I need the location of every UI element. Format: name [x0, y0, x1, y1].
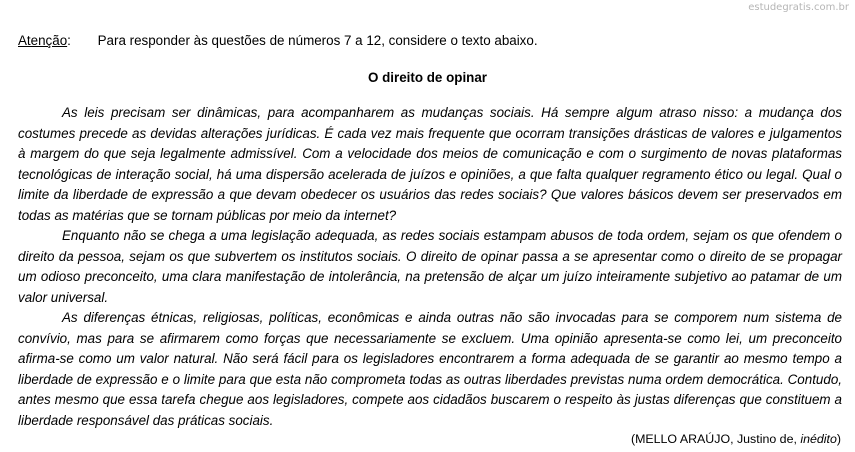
- source-citation: [631, 432, 841, 446]
- attention-label: Atenção: [18, 33, 68, 48]
- text-body: [18, 103, 842, 431]
- text-title: O direito de opinar: [367, 70, 488, 85]
- attention-colon: :: [67, 33, 71, 48]
- paragraph-1: As leis precisam ser dinâmicas, para acompanharem as mudanças sociais. Há sempre algum atraso nisso: a mudança dos costumes precede as devidas alterações jurídicas. É cada vez mais frequente que ocorram transições drásticas de valores e julgamentos à margem do que seja legalmente admissível. Com a velocidade dos meios de comunicação e com o surgimento de novas plataformas tecnológicas de interação social, há uma dispersão acelerada de juízos e opiniões, a que falta qualquer regramento ético ou legal. Qual o limite da liberdade de expressão a que devam obedecer os usuários das redes sociais? Que valores básicos devem ser preservados em todas as matérias que se tornam públicas por meio da internet?: [18, 105, 842, 223]
- paragraph-3: As diferenças étnicas, religiosas, políticas, econômicas e ainda outras não são invocadas para se comporem num sistema de convívio, mas para se afirmarem como forças que necessariamente se excluem. Uma opinião apresenta-se como lei, um preconceito afirma-se como um valor natural. Não será fácil para os legisladores encontrarem a forma adequada de se garantir ao mesmo tempo a liberdade de expressão e o limite para que esta não comprometa todas as outras liberdades previstas numa ordem democrática. Contudo, antes mesmo que essa tarefa chegue aos legisladores, compete aos cidadãos buscarem o respeito às justas diferenças que constituem a liberdade responsável das práticas sociais.: [18, 310, 842, 428]
- citation-work: inédito: [800, 432, 837, 446]
- attention-instructions: Para responder às questões de números 7 a 12, considere o texto abaixo.: [97, 33, 538, 48]
- paragraph-2: Enquanto não se chega a uma legislação adequada, as redes sociais estampam abusos de toda ordem, sejam os que ofendem o direito da pessoa, sejam os que subvertem os institutos sociais. O direito de opinar passa a se apresentar como o direito de se propagar um odioso preconceito, uma clara manifestação de intolerância, na pretensão de alçar um juízo inteiramente subjetivo ao patamar de um valor universal.: [18, 228, 842, 305]
- attention-notice: [18, 33, 538, 48]
- watermark-text: estudegratis.com.br: [748, 2, 849, 13]
- citation-end: ): [836, 432, 841, 446]
- citation-author: (MELLO ARAÚJO, Justino de,: [630, 432, 801, 446]
